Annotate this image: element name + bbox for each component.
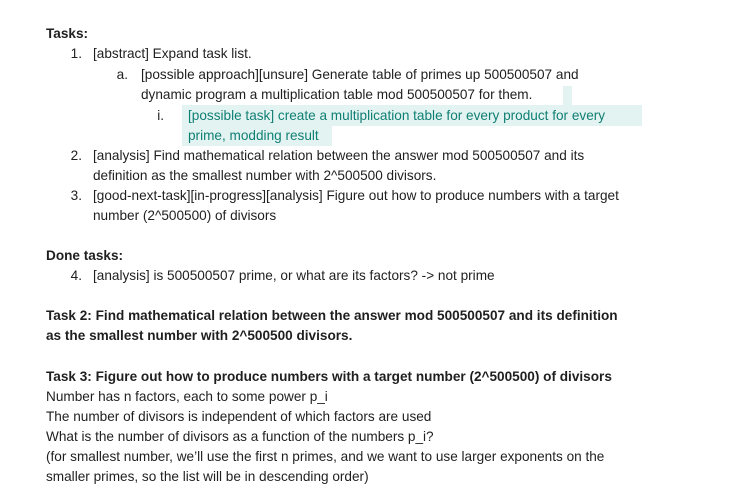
list-marker-i: i. [157,108,164,123]
done-item-4[interactable]: [analysis] is 500500507 prime, or what are its factors? -> not prime [93,268,495,283]
task-subitem-a-line1[interactable]: [possible approach][unsure] Generate table of primes up 500500507 and [141,67,579,82]
list-marker-2: 2. [70,148,82,163]
list-marker-a: a. [116,67,128,82]
task2-heading-line1: Task 2: Find mathematical relation between the answer mod 500500507 and its definition [46,308,618,323]
task3-paragraph-line[interactable]: The number of divisors is independent of which factors are used [46,409,432,424]
task3-paragraph-line[interactable]: smaller primes, so the list will be in descending order) [46,469,369,484]
list-marker-4: 4. [70,268,82,283]
suggested-task-line2[interactable]: prime, modding result [188,128,319,143]
task3-paragraph-line[interactable]: (for smallest number, we’ll use the first n primes, and we want to use larger exponents on the [46,449,605,464]
list-marker-1: 1. [70,46,82,61]
task-item-1[interactable]: [abstract] Expand task list. [93,46,252,61]
task2-heading-line2: as the smallest number with 2^500500 divisors. [46,328,353,343]
suggested-task-line1[interactable]: [possible task] create a multiplication table for every product for every [188,108,606,123]
task-item-2-line1[interactable]: [analysis] Find mathematical relation between the answer mod 500500507 and its [93,148,585,163]
list-marker-3: 3. [70,188,82,203]
task-item-3-line2[interactable]: number (2^500500) of divisors [93,208,277,223]
task-item-3-line1[interactable]: [good-next-task][in-progress][analysis] Figure out how to produce numbers with a target [93,188,619,203]
tasks-heading: Tasks: [46,26,89,41]
task3-heading: Task 3: Figure out how to produce numbers with a target number (2^500500) of divisors [46,369,612,384]
task3-paragraph-line[interactable]: Number has n factors, each to some power p_i [46,389,328,404]
highlight-fragment [563,86,572,105]
task-subitem-a-line2[interactable]: dynamic program a multiplication table mod 500500507 for them. [141,87,533,102]
task3-paragraph-line[interactable]: What is the number of divisors as a function of the numbers p_i? [46,429,434,444]
task-item-2-line2[interactable]: definition as the smallest number with 2^500500 divisors. [93,168,437,183]
done-tasks-heading: Done tasks: [46,248,124,263]
